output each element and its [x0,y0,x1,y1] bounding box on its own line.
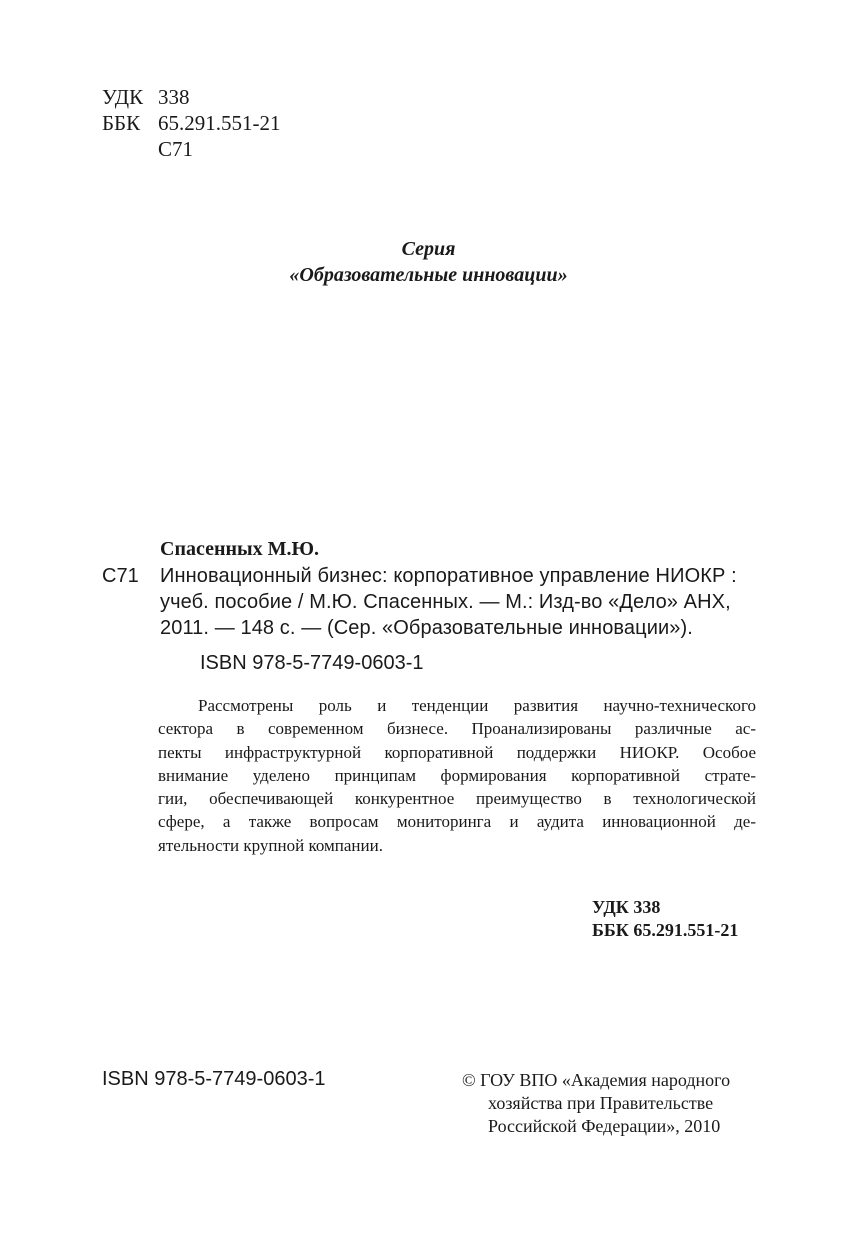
annotation-line: гии, обеспечивающей конкурентное преимущество в технологической [158,789,756,809]
annotation [158,694,756,857]
entry-line: учеб. пособие / М.Ю. Спасенных. — М.: Изд-во «Дело» АНХ, [160,591,731,613]
annotation-line: сектора в современном бизнесе. Проанализированы различные ас- [158,719,756,739]
footer-isbn: ISBN 978-5-7749-0603-1 [102,1068,326,1090]
copyright [462,1069,730,1138]
bbk-value: 65.291.551-21 [158,111,281,135]
entry-author: Спасенных М.Ю. [160,538,320,560]
copyright-line: Российской Федерации», 2010 [488,1116,721,1136]
entry-isbn: ISBN 978-5-7749-0603-1 [200,652,424,674]
udk-code [102,84,190,110]
annotation-line: сфере, а также вопросам мониторинга и аудита инновационной де- [158,812,756,832]
annotation-line: ятельности крупной компании. [158,835,383,855]
bbk-label: ББК [102,111,141,135]
annotation-line: пекты инфраструктурной корпоративной поддержки НИОКР. Особое [158,742,756,762]
udk-value: 338 [158,85,190,109]
copyright-line: хозяйства при Правительстве [488,1093,714,1113]
udk-label: УДК [102,85,144,109]
annotation-line: внимание уделено принципам формирования корпоративной страте- [158,765,756,785]
entry-line: 2011. — 148 с. — (Сер. «Образовательные инновации»). [160,617,693,639]
entry-line: Инновационный бизнес: корпоративное управление НИОКР : [160,565,737,587]
bbk-code [102,110,281,136]
annotation-line: Рассмотрены роль и тенденции развития научно-технического [198,696,756,715]
series-label: Серия [401,238,456,260]
series-title: «Образовательные инновации» [289,264,568,286]
udk-bottom: УДК 338 [592,897,661,917]
author-mark: С71 [158,137,194,161]
copyright-line: © ГОУ ВПО «Академия народного [462,1070,731,1090]
entry-code: С71 [102,565,139,587]
bbk-bottom: ББК 65.291.551-21 [592,920,739,940]
